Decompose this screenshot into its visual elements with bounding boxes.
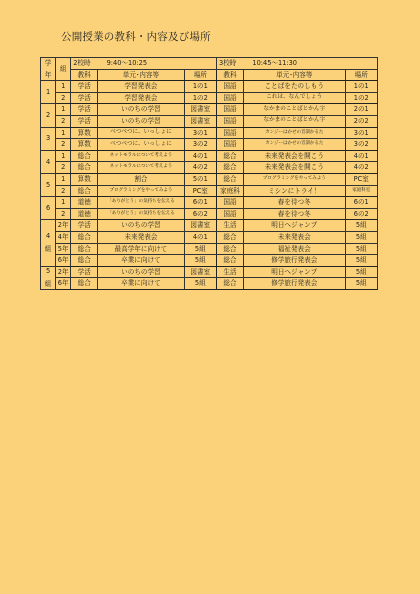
table-row	[41, 92, 378, 104]
p3-subject-header: 教科	[217, 69, 244, 81]
p2-subject-cell: 総合	[71, 185, 98, 197]
p3-place-header: 場所	[345, 69, 377, 81]
class-cell: 2	[56, 92, 71, 104]
period3-header: 3校時 10:45～11:30	[217, 58, 378, 70]
p3-subject-cell: 国語	[217, 115, 244, 127]
p2-subject-cell: 学活	[71, 104, 98, 116]
p2-content-cell: いのちの学習	[98, 115, 184, 127]
p2-subject-cell: 総合	[71, 231, 98, 243]
p2-content-cell: プログラミングをやってみよう	[98, 185, 184, 197]
grade-cell: 5 組	[41, 266, 56, 289]
p3-subject-cell: 総合	[217, 173, 244, 185]
p2-subject-cell: 算数	[71, 127, 98, 139]
p2-content-cell: 未来発表会	[98, 231, 184, 243]
class-cell: 2	[56, 162, 71, 174]
period2-header: 2校時 9:40～10:25	[71, 58, 217, 70]
class-cell: 1	[56, 197, 71, 209]
p3-subject-cell: 総合	[217, 243, 244, 255]
p2-subject-cell: 総合	[71, 162, 98, 174]
table-row	[41, 150, 378, 162]
p3-place-cell: 家庭科室	[345, 185, 377, 197]
header-class-cell: 組	[56, 58, 71, 81]
p2-content-cell: いのちの学習	[98, 104, 184, 116]
p3-place-cell: 2の2	[345, 115, 377, 127]
table-row	[41, 162, 378, 174]
table-row	[41, 115, 378, 127]
header-row-columns	[41, 69, 378, 81]
p3-subject-cell: 国語	[217, 92, 244, 104]
p3-subject-cell: 生活	[217, 266, 244, 278]
p3-content-cell: 春を待つ冬	[244, 197, 346, 209]
p3-content-cell: なかまのことばとかん字	[244, 115, 346, 127]
p3-subject-cell: 総合	[217, 162, 244, 174]
p2-place-cell: 4の1	[184, 150, 216, 162]
class-cell: 1	[56, 150, 71, 162]
p3-subject-cell: 国語	[217, 81, 244, 93]
p3-subject-cell: 総合	[217, 278, 244, 290]
grade-cell: 3	[41, 127, 56, 150]
p2-content-cell: 卒業に向けて	[98, 278, 184, 290]
p3-content-cell: 明日へジャンプ	[244, 220, 346, 232]
p2-subject-cell: 学活	[71, 81, 98, 93]
p2-content-cell: いのちの学習	[98, 220, 184, 232]
p3-subject-cell: 国語	[217, 104, 244, 116]
p2-place-cell: PC室	[184, 185, 216, 197]
p3-subject-cell: 国語	[217, 127, 244, 139]
class-cell: 2	[56, 115, 71, 127]
p3-subject-cell: 総合	[217, 231, 244, 243]
p3-content-header: 単元･内容等	[244, 69, 346, 81]
p3-subject-cell: 総合	[217, 255, 244, 267]
header-grade-cell: 学 年	[41, 58, 56, 81]
p2-subject-cell: 学活	[71, 266, 98, 278]
p2-content-header: 単元･内容等	[98, 69, 184, 81]
p2-subject-cell: 学活	[71, 220, 98, 232]
p2-content-cell: 最高学年に向けて	[98, 243, 184, 255]
p3-place-cell: 4の1	[345, 150, 377, 162]
p3-content-cell: 明日へジャンプ	[244, 266, 346, 278]
header-row-periods	[41, 58, 378, 70]
grade-cell: 1	[41, 81, 56, 104]
p3-content-cell: ことばをたのしもう	[244, 81, 346, 93]
table-row	[41, 127, 378, 139]
p2-place-cell: 図書室	[184, 266, 216, 278]
class-cell: 1	[56, 127, 71, 139]
p2-content-cell: ネットモラルについて考えよう	[98, 162, 184, 174]
p2-place-cell: 図書室	[184, 220, 216, 232]
p2-content-cell: 「ありがとう」の気持ちを伝える	[98, 208, 184, 220]
p2-place-cell: 3の2	[184, 139, 216, 151]
p3-place-cell: 5組	[345, 266, 377, 278]
p2-place-cell: 5の1	[184, 173, 216, 185]
grade-cell: 6	[41, 197, 56, 220]
p2-place-cell: 1の1	[184, 81, 216, 93]
p3-place-cell: 4の2	[345, 162, 377, 174]
p3-content-cell: 未来発表会を開こう	[244, 150, 346, 162]
p3-place-cell: 6の1	[345, 197, 377, 209]
p3-place-cell: 6の2	[345, 208, 377, 220]
table-row	[41, 185, 378, 197]
p3-place-cell: 5組	[345, 220, 377, 232]
p2-subject-cell: 算数	[71, 139, 98, 151]
schedule-table	[40, 57, 378, 290]
p3-subject-cell: 家庭科	[217, 185, 244, 197]
p2-subject-header: 教科	[71, 69, 98, 81]
p2-content-cell: 学習発表会	[98, 81, 184, 93]
table-row	[41, 231, 378, 243]
p3-place-cell: PC室	[345, 173, 377, 185]
grade-cell: 4	[41, 150, 56, 173]
p2-content-cell: 「ありがとう」の気持ちを伝える	[98, 197, 184, 209]
p2-place-cell: 5組	[184, 278, 216, 290]
table-row	[41, 220, 378, 232]
p2-place-cell: 3の1	[184, 127, 216, 139]
p3-content-cell: 修学旅行発表会	[244, 278, 346, 290]
p2-place-cell: 4の1	[184, 231, 216, 243]
p2-subject-cell: 算数	[71, 173, 98, 185]
class-cell: 4年	[56, 231, 71, 243]
p2-content-cell: 学習発表会	[98, 92, 184, 104]
p3-content-cell: 未来発表会	[244, 231, 346, 243]
table-row	[41, 81, 378, 93]
p3-content-cell: 春を待つ冬	[244, 208, 346, 220]
class-cell: 2年	[56, 266, 71, 278]
table-row	[41, 243, 378, 255]
table-row	[41, 104, 378, 116]
p2-subject-cell: 道徳	[71, 208, 98, 220]
p2-subject-cell: 総合	[71, 278, 98, 290]
grade-cell: 4 組	[41, 220, 56, 266]
p2-subject-cell: 道徳	[71, 197, 98, 209]
grade-cell: 5	[41, 173, 56, 196]
p2-place-cell: 4の2	[184, 162, 216, 174]
p3-subject-cell: 国語	[217, 197, 244, 209]
page-title: 公開授業の教科・内容及び場所	[61, 31, 211, 43]
p3-subject-cell: 国語	[217, 139, 244, 151]
p2-content-cell: ネットモラルについて考えよう	[98, 150, 184, 162]
p2-place-cell: 図書室	[184, 104, 216, 116]
class-cell: 6年	[56, 255, 71, 267]
p3-content-cell: カンジーはかせの音訓かるた	[244, 127, 346, 139]
p2-content-cell: 卒業に向けて	[98, 255, 184, 267]
p2-subject-cell: 学活	[71, 92, 98, 104]
p2-content-cell: べつべつに、いっしょに	[98, 139, 184, 151]
class-cell: 2	[56, 139, 71, 151]
p2-subject-cell: 総合	[71, 255, 98, 267]
class-cell: 2	[56, 185, 71, 197]
p3-subject-cell: 生活	[217, 220, 244, 232]
p2-subject-cell: 総合	[71, 243, 98, 255]
p2-place-cell: 6の1	[184, 197, 216, 209]
p3-content-cell: ミシンにトライ！	[244, 185, 346, 197]
p3-place-cell: 5組	[345, 278, 377, 290]
class-cell: 2年	[56, 220, 71, 232]
p3-subject-cell: 総合	[217, 150, 244, 162]
p3-content-cell: プログラミングをやってみよう	[244, 173, 346, 185]
table-row	[41, 278, 378, 290]
p2-place-cell: 6の2	[184, 208, 216, 220]
p2-place-cell: 1の2	[184, 92, 216, 104]
p3-subject-cell: 国語	[217, 208, 244, 220]
p3-place-cell: 5組	[345, 231, 377, 243]
p2-subject-cell: 総合	[71, 150, 98, 162]
p3-place-cell: 2の1	[345, 104, 377, 116]
p3-content-cell: 未来発表会を開こう	[244, 162, 346, 174]
p2-subject-cell: 学活	[71, 115, 98, 127]
p2-content-cell: いのちの学習	[98, 266, 184, 278]
table-row	[41, 208, 378, 220]
table-row	[41, 173, 378, 185]
p3-place-cell: 1の2	[345, 92, 377, 104]
p3-content-cell: なかまのことばとかん字	[244, 104, 346, 116]
p2-content-cell: べつべつに、いっしょに	[98, 127, 184, 139]
p3-content-cell: カンジーはかせの音訓かるた	[244, 139, 346, 151]
p3-content-cell: 福祉発表会	[244, 243, 346, 255]
class-cell: 1	[56, 104, 71, 116]
class-cell: 1	[56, 81, 71, 93]
class-cell: 6年	[56, 278, 71, 290]
p2-place-cell: 5組	[184, 255, 216, 267]
p3-place-cell: 5組	[345, 255, 377, 267]
table-row	[41, 139, 378, 151]
p3-content-cell: 修学旅行発表会	[244, 255, 346, 267]
class-cell: 2	[56, 208, 71, 220]
p3-content-cell: これは、なんでしょう	[244, 92, 346, 104]
p3-place-cell: 3の1	[345, 127, 377, 139]
table-row	[41, 197, 378, 209]
table-row	[41, 266, 378, 278]
table-row	[41, 255, 378, 267]
p3-place-cell: 1の1	[345, 81, 377, 93]
class-cell: 5年	[56, 243, 71, 255]
grade-cell: 2	[41, 104, 56, 127]
p3-place-cell: 3の2	[345, 139, 377, 151]
p2-place-cell: 図書室	[184, 115, 216, 127]
p2-place-header: 場所	[184, 69, 216, 81]
class-cell: 1	[56, 173, 71, 185]
p2-content-cell: 割合	[98, 173, 184, 185]
p2-place-cell: 5組	[184, 243, 216, 255]
p3-place-cell: 5組	[345, 243, 377, 255]
